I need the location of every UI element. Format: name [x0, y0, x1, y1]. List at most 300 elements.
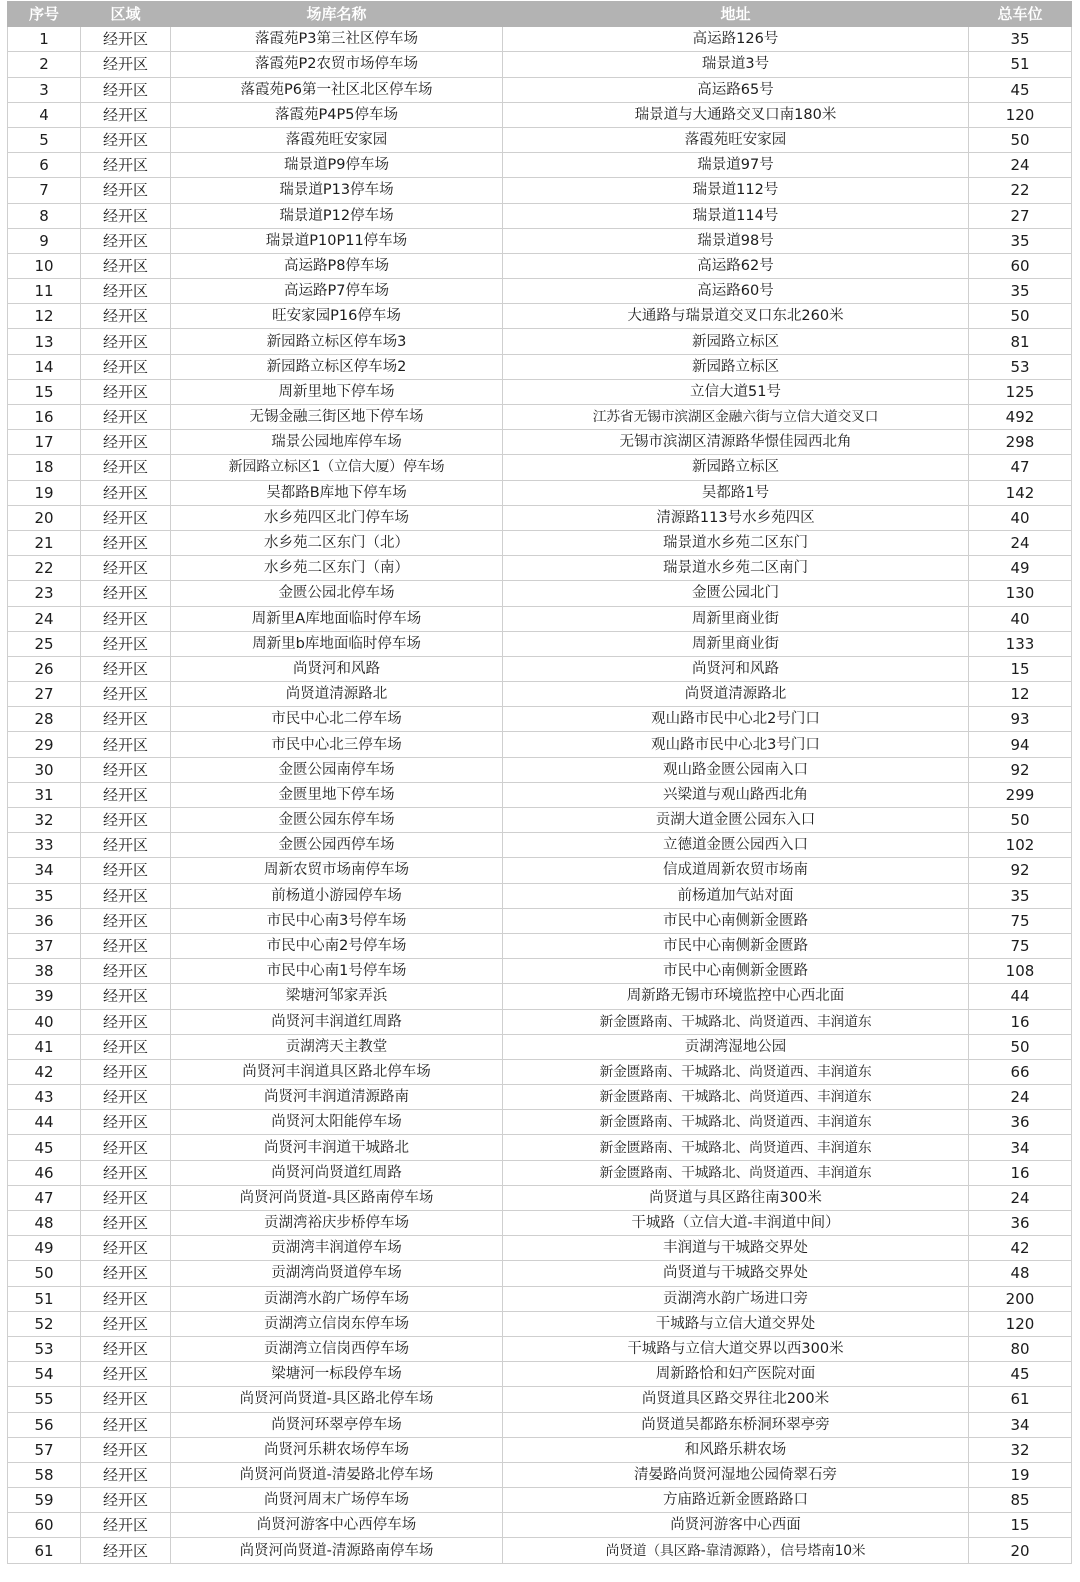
- cell-district: 经开区: [81, 27, 171, 52]
- cell-address: 江苏省无锡市滨湖区金融六街与立信大道交叉口: [503, 405, 969, 430]
- cell-total-spaces: 35: [969, 883, 1072, 908]
- cell-district: 经开区: [81, 581, 171, 606]
- table-row: [8, 430, 1072, 455]
- cell-district: 经开区: [81, 480, 171, 505]
- cell-address: 瑞景道97号: [503, 153, 969, 178]
- table-row: [8, 782, 1072, 807]
- cell-index: 61: [8, 1538, 81, 1563]
- cell-index: 5: [8, 127, 81, 152]
- header-index: 序号: [8, 2, 81, 27]
- cell-index: 37: [8, 933, 81, 958]
- cell-lot-name: 尚贤河太阳能停车场: [171, 1110, 503, 1135]
- cell-total-spaces: 16: [969, 1009, 1072, 1034]
- cell-index: 26: [8, 656, 81, 681]
- cell-index: 19: [8, 480, 81, 505]
- cell-lot-name: 瑞景道P12停车场: [171, 203, 503, 228]
- cell-lot-name: 周新里b库地面临时停车场: [171, 631, 503, 656]
- cell-lot-name: 金匮公园西停车场: [171, 833, 503, 858]
- cell-district: 经开区: [81, 1110, 171, 1135]
- cell-district: 经开区: [81, 530, 171, 555]
- table-row: [8, 858, 1072, 883]
- cell-address: 新园路立标区: [503, 455, 969, 480]
- cell-lot-name: 水乡苑四区北门停车场: [171, 505, 503, 530]
- cell-index: 43: [8, 1085, 81, 1110]
- cell-total-spaces: 16: [969, 1160, 1072, 1185]
- cell-lot-name: 尚贤河尚贤道-具区路北停车场: [171, 1387, 503, 1412]
- table-row: [8, 178, 1072, 203]
- cell-lot-name: 尚贤河尚贤道-清源路南停车场: [171, 1538, 503, 1563]
- cell-address: 大通路与瑞景道交叉口东北260米: [503, 304, 969, 329]
- cell-index: 40: [8, 1009, 81, 1034]
- cell-total-spaces: 15: [969, 1513, 1072, 1538]
- cell-index: 13: [8, 329, 81, 354]
- cell-total-spaces: 40: [969, 606, 1072, 631]
- cell-index: 1: [8, 27, 81, 52]
- cell-index: 45: [8, 1135, 81, 1160]
- cell-lot-name: 尚贤河丰润道清源路南: [171, 1085, 503, 1110]
- table-row: [8, 1462, 1072, 1487]
- cell-lot-name: 前杨道小游园停车场: [171, 883, 503, 908]
- cell-index: 14: [8, 354, 81, 379]
- cell-address: 干城路（立信大道-丰润道中间）: [503, 1211, 969, 1236]
- cell-total-spaces: 45: [969, 77, 1072, 102]
- cell-address: 丰润道与干城路交界处: [503, 1236, 969, 1261]
- cell-lot-name: 金匮公园北停车场: [171, 581, 503, 606]
- cell-address: 瑞景道112号: [503, 178, 969, 203]
- cell-index: 47: [8, 1185, 81, 1210]
- table-row: [8, 1135, 1072, 1160]
- cell-lot-name: 贡湖湾立信岗西停车场: [171, 1336, 503, 1361]
- cell-district: 经开区: [81, 1362, 171, 1387]
- cell-address: 吴都路1号: [503, 480, 969, 505]
- cell-lot-name: 旺安家园P16停车场: [171, 304, 503, 329]
- cell-total-spaces: 45: [969, 1362, 1072, 1387]
- cell-address: 贡湖湾水韵广场进口旁: [503, 1286, 969, 1311]
- cell-district: 经开区: [81, 959, 171, 984]
- table-row: [8, 656, 1072, 681]
- cell-address: 瑞景道98号: [503, 228, 969, 253]
- table-row: [8, 530, 1072, 555]
- cell-district: 经开区: [81, 1211, 171, 1236]
- cell-district: 经开区: [81, 1538, 171, 1563]
- cell-index: 24: [8, 606, 81, 631]
- table-row: [8, 631, 1072, 656]
- cell-lot-name: 吴都路B库地下停车场: [171, 480, 503, 505]
- cell-address: 瑞景道3号: [503, 52, 969, 77]
- table-row: [8, 480, 1072, 505]
- cell-total-spaces: 142: [969, 480, 1072, 505]
- cell-district: 经开区: [81, 253, 171, 278]
- cell-district: 经开区: [81, 1009, 171, 1034]
- table-row: [8, 606, 1072, 631]
- cell-district: 经开区: [81, 707, 171, 732]
- cell-total-spaces: 50: [969, 127, 1072, 152]
- cell-address: 市民中心南侧新金匮路: [503, 933, 969, 958]
- cell-total-spaces: 492: [969, 405, 1072, 430]
- cell-address: 瑞景道水乡苑二区东门: [503, 530, 969, 555]
- table-row: [8, 77, 1072, 102]
- table-row: [8, 1513, 1072, 1538]
- cell-index: 50: [8, 1261, 81, 1286]
- table-row: [8, 581, 1072, 606]
- cell-lot-name: 新园路立标区停车场3: [171, 329, 503, 354]
- cell-lot-name: 瑞景道P13停车场: [171, 178, 503, 203]
- cell-index: 52: [8, 1311, 81, 1336]
- cell-lot-name: 市民中心南3号停车场: [171, 908, 503, 933]
- cell-total-spaces: 48: [969, 1261, 1072, 1286]
- cell-total-spaces: 27: [969, 203, 1072, 228]
- cell-index: 46: [8, 1160, 81, 1185]
- cell-total-spaces: 75: [969, 908, 1072, 933]
- cell-total-spaces: 34: [969, 1135, 1072, 1160]
- cell-index: 28: [8, 707, 81, 732]
- cell-lot-name: 金匮里地下停车场: [171, 782, 503, 807]
- cell-address: 周新路无锡市环境监控中心西北面: [503, 984, 969, 1009]
- cell-total-spaces: 120: [969, 102, 1072, 127]
- cell-index: 55: [8, 1387, 81, 1412]
- cell-address: 尚贤道吴都路东桥洞环翠亭旁: [503, 1412, 969, 1437]
- cell-total-spaces: 94: [969, 732, 1072, 757]
- cell-lot-name: 尚贤河丰润道具区路北停车场: [171, 1059, 503, 1084]
- cell-lot-name: 贡湖湾丰润道停车场: [171, 1236, 503, 1261]
- cell-total-spaces: 85: [969, 1488, 1072, 1513]
- table-row: [8, 933, 1072, 958]
- cell-total-spaces: 53: [969, 354, 1072, 379]
- cell-lot-name: 市民中心南1号停车场: [171, 959, 503, 984]
- cell-total-spaces: 12: [969, 682, 1072, 707]
- cell-total-spaces: 61: [969, 1387, 1072, 1412]
- cell-address: 高运路65号: [503, 77, 969, 102]
- cell-district: 经开区: [81, 203, 171, 228]
- cell-lot-name: 市民中心南2号停车场: [171, 933, 503, 958]
- cell-index: 2: [8, 52, 81, 77]
- cell-lot-name: 梁塘河邹家弄浜: [171, 984, 503, 1009]
- cell-address: 新园路立标区: [503, 329, 969, 354]
- cell-total-spaces: 50: [969, 808, 1072, 833]
- cell-district: 经开区: [81, 153, 171, 178]
- cell-address: 周新路恰和妇产医院对面: [503, 1362, 969, 1387]
- cell-lot-name: 梁塘河一标段停车场: [171, 1362, 503, 1387]
- cell-index: 59: [8, 1488, 81, 1513]
- cell-total-spaces: 200: [969, 1286, 1072, 1311]
- table-row: [8, 253, 1072, 278]
- table-row: [8, 505, 1072, 530]
- table-row: [8, 102, 1072, 127]
- cell-total-spaces: 24: [969, 1085, 1072, 1110]
- header-district: 区域: [81, 2, 171, 27]
- cell-district: 经开区: [81, 1462, 171, 1487]
- cell-address: 清源路113号水乡苑四区: [503, 505, 969, 530]
- cell-index: 41: [8, 1034, 81, 1059]
- cell-index: 12: [8, 304, 81, 329]
- cell-index: 23: [8, 581, 81, 606]
- table-row: [8, 556, 1072, 581]
- cell-lot-name: 尚贤河丰润道干城路北: [171, 1135, 503, 1160]
- table-row: [8, 279, 1072, 304]
- table-row: [8, 379, 1072, 404]
- cell-total-spaces: 40: [969, 505, 1072, 530]
- table-row: [8, 1261, 1072, 1286]
- cell-index: 29: [8, 732, 81, 757]
- table-row: [8, 1387, 1072, 1412]
- cell-total-spaces: 24: [969, 530, 1072, 555]
- table-row: [8, 959, 1072, 984]
- cell-index: 7: [8, 178, 81, 203]
- table-row: [8, 1286, 1072, 1311]
- table-row: [8, 1488, 1072, 1513]
- cell-district: 经开区: [81, 455, 171, 480]
- cell-total-spaces: 34: [969, 1412, 1072, 1437]
- cell-district: 经开区: [81, 1185, 171, 1210]
- table-row: [8, 1538, 1072, 1563]
- cell-address: 尚贤道（具区路-靠清源路），信号塔南10米: [503, 1538, 969, 1563]
- cell-total-spaces: 75: [969, 933, 1072, 958]
- cell-address: 前杨道加气站对面: [503, 883, 969, 908]
- cell-address: 瑞景道114号: [503, 203, 969, 228]
- cell-index: 6: [8, 153, 81, 178]
- cell-index: 57: [8, 1437, 81, 1462]
- cell-index: 22: [8, 556, 81, 581]
- cell-lot-name: 尚贤道清源路北: [171, 682, 503, 707]
- table-row: [8, 52, 1072, 77]
- cell-index: 31: [8, 782, 81, 807]
- cell-district: 经开区: [81, 1135, 171, 1160]
- cell-lot-name: 水乡苑二区东门（北）: [171, 530, 503, 555]
- cell-district: 经开区: [81, 858, 171, 883]
- cell-index: 48: [8, 1211, 81, 1236]
- cell-district: 经开区: [81, 883, 171, 908]
- cell-index: 3: [8, 77, 81, 102]
- table-row: [8, 405, 1072, 430]
- cell-index: 11: [8, 279, 81, 304]
- cell-district: 经开区: [81, 833, 171, 858]
- cell-index: 27: [8, 682, 81, 707]
- cell-total-spaces: 35: [969, 279, 1072, 304]
- table-row: [8, 833, 1072, 858]
- cell-total-spaces: 299: [969, 782, 1072, 807]
- cell-total-spaces: 36: [969, 1110, 1072, 1135]
- cell-address: 新金匮路南、干城路北、尚贤道西、丰润道东: [503, 1110, 969, 1135]
- cell-address: 高运路126号: [503, 27, 969, 52]
- cell-district: 经开区: [81, 631, 171, 656]
- cell-index: 32: [8, 808, 81, 833]
- cell-address: 无锡市滨湖区清源路华憬佳园西北角: [503, 430, 969, 455]
- cell-index: 17: [8, 430, 81, 455]
- cell-address: 观山路市民中心北3号门口: [503, 732, 969, 757]
- cell-district: 经开区: [81, 178, 171, 203]
- cell-lot-name: 贡湖湾立信岗东停车场: [171, 1311, 503, 1336]
- table-row: [8, 153, 1072, 178]
- cell-district: 经开区: [81, 279, 171, 304]
- cell-address: 高运路62号: [503, 253, 969, 278]
- cell-lot-name: 落霞苑P4P5停车场: [171, 102, 503, 127]
- cell-total-spaces: 36: [969, 1211, 1072, 1236]
- table-row: [8, 808, 1072, 833]
- cell-index: 16: [8, 405, 81, 430]
- cell-total-spaces: 133: [969, 631, 1072, 656]
- cell-address: 市民中心南侧新金匮路: [503, 908, 969, 933]
- cell-lot-name: 贡湖湾裕庆步桥停车场: [171, 1211, 503, 1236]
- cell-index: 51: [8, 1286, 81, 1311]
- cell-total-spaces: 60: [969, 253, 1072, 278]
- cell-lot-name: 贡湖湾天主教堂: [171, 1034, 503, 1059]
- table-row: [8, 329, 1072, 354]
- cell-total-spaces: 51: [969, 52, 1072, 77]
- cell-address: 新金匮路南、干城路北、尚贤道西、丰润道东: [503, 1009, 969, 1034]
- cell-total-spaces: 35: [969, 228, 1072, 253]
- table-row: [8, 1437, 1072, 1462]
- table-row: [8, 1236, 1072, 1261]
- cell-district: 经开区: [81, 430, 171, 455]
- cell-address: 尚贤道与具区路往南300米: [503, 1185, 969, 1210]
- cell-lot-name: 尚贤河乐耕农场停车场: [171, 1437, 503, 1462]
- cell-district: 经开区: [81, 757, 171, 782]
- cell-total-spaces: 50: [969, 304, 1072, 329]
- cell-lot-name: 贡湖湾水韵广场停车场: [171, 1286, 503, 1311]
- cell-total-spaces: 15: [969, 656, 1072, 681]
- cell-total-spaces: 120: [969, 1311, 1072, 1336]
- table-row: [8, 682, 1072, 707]
- cell-index: 15: [8, 379, 81, 404]
- cell-district: 经开区: [81, 1412, 171, 1437]
- cell-total-spaces: 102: [969, 833, 1072, 858]
- cell-total-spaces: 125: [969, 379, 1072, 404]
- cell-address: 新金匮路南、干城路北、尚贤道西、丰润道东: [503, 1135, 969, 1160]
- cell-index: 44: [8, 1110, 81, 1135]
- cell-total-spaces: 22: [969, 178, 1072, 203]
- cell-index: 33: [8, 833, 81, 858]
- cell-district: 经开区: [81, 1286, 171, 1311]
- cell-lot-name: 尚贤河和风路: [171, 656, 503, 681]
- cell-district: 经开区: [81, 1034, 171, 1059]
- cell-address: 周新里商业街: [503, 606, 969, 631]
- cell-lot-name: 无锡金融三街区地下停车场: [171, 405, 503, 430]
- cell-index: 56: [8, 1412, 81, 1437]
- table-row: [8, 1009, 1072, 1034]
- cell-total-spaces: 66: [969, 1059, 1072, 1084]
- cell-address: 尚贤道清源路北: [503, 682, 969, 707]
- table-row: [8, 757, 1072, 782]
- cell-lot-name: 市民中心北三停车场: [171, 732, 503, 757]
- cell-district: 经开区: [81, 1437, 171, 1462]
- cell-address: 新园路立标区: [503, 354, 969, 379]
- cell-district: 经开区: [81, 656, 171, 681]
- cell-lot-name: 周新农贸市场南停车场: [171, 858, 503, 883]
- cell-total-spaces: 32: [969, 1437, 1072, 1462]
- header-address: 地址: [503, 2, 969, 27]
- cell-district: 经开区: [81, 505, 171, 530]
- cell-district: 经开区: [81, 102, 171, 127]
- table-row: [8, 1412, 1072, 1437]
- cell-district: 经开区: [81, 1336, 171, 1361]
- cell-address: 周新里商业街: [503, 631, 969, 656]
- table-row: [8, 1362, 1072, 1387]
- cell-index: 25: [8, 631, 81, 656]
- cell-index: 58: [8, 1462, 81, 1487]
- cell-lot-name: 高运路P7停车场: [171, 279, 503, 304]
- cell-total-spaces: 42: [969, 1236, 1072, 1261]
- cell-district: 经开区: [81, 1085, 171, 1110]
- cell-address: 贡湖大道金匮公园东入口: [503, 808, 969, 833]
- parking-lot-table: [7, 1, 1072, 1564]
- cell-address: 观山路市民中心北2号门口: [503, 707, 969, 732]
- cell-index: 9: [8, 228, 81, 253]
- cell-total-spaces: 130: [969, 581, 1072, 606]
- cell-address: 落霞苑旺安家园: [503, 127, 969, 152]
- cell-address: 信成道周新农贸市场南: [503, 858, 969, 883]
- table-header-row: [8, 2, 1072, 27]
- cell-address: 兴梁道与观山路西北角: [503, 782, 969, 807]
- cell-address: 干城路与立信大道交界处: [503, 1311, 969, 1336]
- header-lot-name: 场库名称: [171, 2, 503, 27]
- cell-index: 18: [8, 455, 81, 480]
- cell-index: 38: [8, 959, 81, 984]
- cell-index: 21: [8, 530, 81, 555]
- table-row: [8, 1034, 1072, 1059]
- cell-total-spaces: 24: [969, 153, 1072, 178]
- table-row: [8, 883, 1072, 908]
- cell-district: 经开区: [81, 77, 171, 102]
- cell-total-spaces: 24: [969, 1185, 1072, 1210]
- cell-district: 经开区: [81, 329, 171, 354]
- cell-address: 瑞景道与大通路交叉口南180米: [503, 102, 969, 127]
- cell-index: 36: [8, 908, 81, 933]
- cell-district: 经开区: [81, 52, 171, 77]
- table-row: [8, 455, 1072, 480]
- cell-address: 贡湖湾湿地公园: [503, 1034, 969, 1059]
- cell-total-spaces: 298: [969, 430, 1072, 455]
- table-row: [8, 304, 1072, 329]
- cell-index: 20: [8, 505, 81, 530]
- cell-district: 经开区: [81, 1261, 171, 1286]
- table-row: [8, 354, 1072, 379]
- cell-total-spaces: 50: [969, 1034, 1072, 1059]
- table-row: [8, 1085, 1072, 1110]
- cell-address: 瑞景道水乡苑二区南门: [503, 556, 969, 581]
- cell-address: 干城路与立信大道交界以西300米: [503, 1336, 969, 1361]
- cell-district: 经开区: [81, 732, 171, 757]
- cell-total-spaces: 81: [969, 329, 1072, 354]
- table-row: [8, 1185, 1072, 1210]
- cell-lot-name: 尚贤河环翠亭停车场: [171, 1412, 503, 1437]
- cell-address: 金匮公园北门: [503, 581, 969, 606]
- cell-address: 高运路60号: [503, 279, 969, 304]
- cell-lot-name: 尚贤河游客中心西停车场: [171, 1513, 503, 1538]
- cell-district: 经开区: [81, 933, 171, 958]
- cell-index: 49: [8, 1236, 81, 1261]
- cell-lot-name: 尚贤河周末广场停车场: [171, 1488, 503, 1513]
- cell-total-spaces: 49: [969, 556, 1072, 581]
- cell-address: 方庙路近新金匮路路口: [503, 1488, 969, 1513]
- cell-lot-name: 瑞景道P10P11停车场: [171, 228, 503, 253]
- cell-district: 经开区: [81, 1059, 171, 1084]
- cell-lot-name: 贡湖湾尚贤道停车场: [171, 1261, 503, 1286]
- cell-district: 经开区: [81, 606, 171, 631]
- cell-district: 经开区: [81, 127, 171, 152]
- cell-index: 10: [8, 253, 81, 278]
- cell-address: 新金匮路南、干城路北、尚贤道西、丰润道东: [503, 1160, 969, 1185]
- cell-address: 和风路乐耕农场: [503, 1437, 969, 1462]
- cell-total-spaces: 80: [969, 1336, 1072, 1361]
- table-row: [8, 1311, 1072, 1336]
- cell-district: 经开区: [81, 1513, 171, 1538]
- cell-lot-name: 瑞景公园地库停车场: [171, 430, 503, 455]
- table-row: [8, 27, 1072, 52]
- cell-lot-name: 尚贤河尚贤道-清晏路北停车场: [171, 1462, 503, 1487]
- cell-lot-name: 尚贤河尚贤道-具区路南停车场: [171, 1185, 503, 1210]
- cell-lot-name: 金匮公园东停车场: [171, 808, 503, 833]
- cell-lot-name: 高运路P8停车场: [171, 253, 503, 278]
